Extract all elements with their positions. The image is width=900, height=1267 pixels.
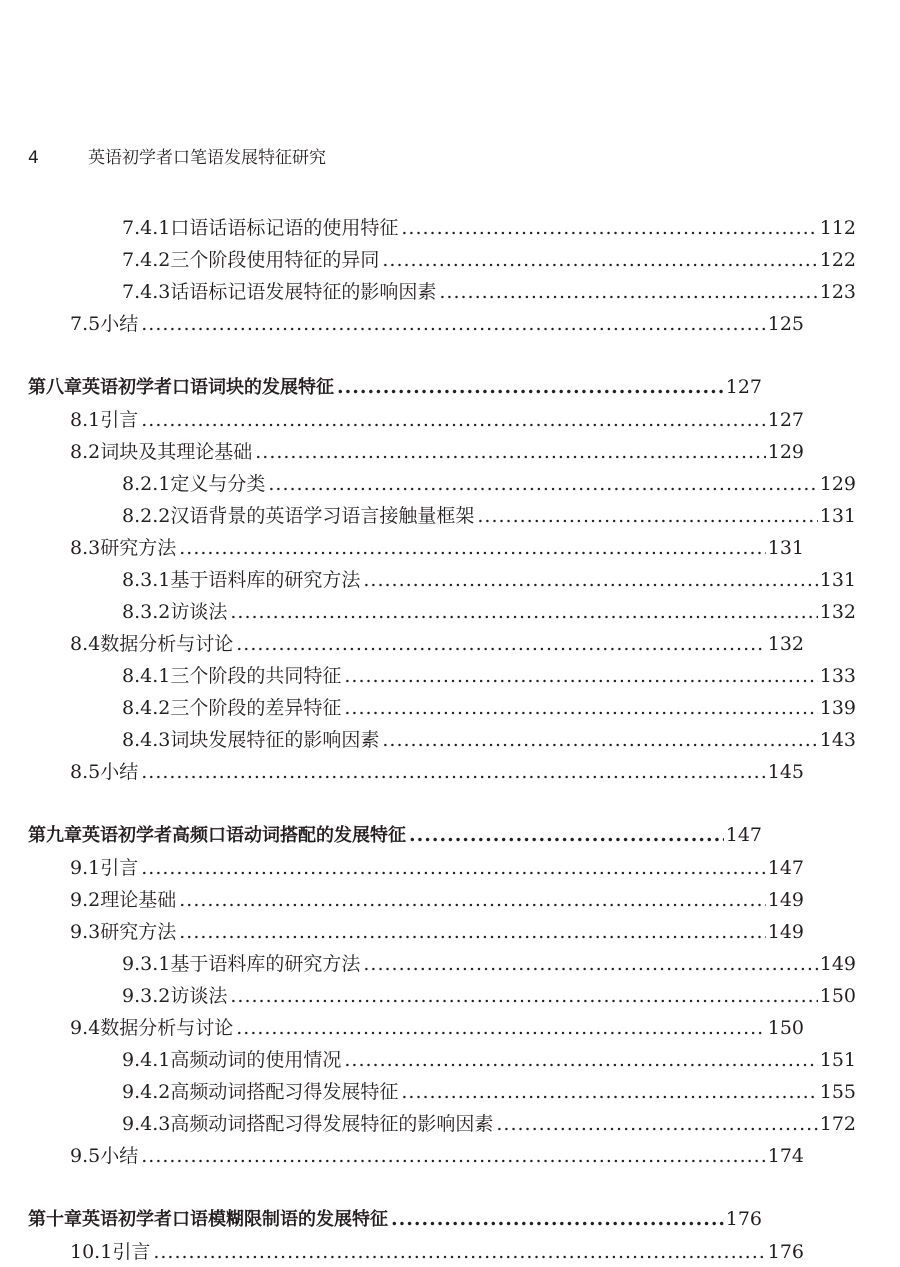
dot-leader <box>236 1017 766 1039</box>
toc-entry-title: 理论基础 <box>100 889 177 911</box>
dot-leader <box>477 505 817 527</box>
toc-entry-title: 基于语料库的研究方法 <box>170 569 361 591</box>
toc-entry-page: 129 <box>767 441 804 463</box>
toc-entry <box>0 437 804 467</box>
toc-entry <box>0 629 804 659</box>
toc-entry <box>0 1077 856 1107</box>
toc-entry-title: 高频动词搭配习得发展特征的影响因素 <box>170 1113 494 1135</box>
toc-entry-page: 150 <box>819 985 856 1007</box>
toc-entry-title: 引言 <box>112 1241 151 1263</box>
dot-leader <box>344 697 817 719</box>
toc-entry-page: 174 <box>767 1145 804 1167</box>
toc-entry-number: 8.5 <box>70 761 101 783</box>
toc-entry <box>0 949 856 979</box>
toc-entry <box>0 469 856 499</box>
toc-chapter-entry <box>0 1205 762 1235</box>
toc-entry-page: 123 <box>819 281 856 303</box>
toc-entry <box>0 565 856 595</box>
toc-entry-title: 三个阶段使用特征的异同 <box>170 249 380 271</box>
dot-leader <box>344 1049 817 1071</box>
dot-leader <box>363 569 817 591</box>
toc-entry-title: 小结 <box>100 761 139 783</box>
toc-entry-title: 词块及其理论基础 <box>100 441 253 463</box>
toc-entry-number: 9.4.3 <box>122 1113 171 1135</box>
toc-entry-number: 9.3.2 <box>122 985 171 1007</box>
dot-leader <box>401 1081 817 1103</box>
toc-entry <box>0 885 804 915</box>
toc-entry-title: 研究方法 <box>100 537 177 559</box>
toc-entry-page: 149 <box>819 953 856 975</box>
dot-leader <box>179 921 766 943</box>
toc-entry-number: 9.3.1 <box>122 953 171 975</box>
toc-entry-number: 8.4 <box>70 633 101 655</box>
toc-entry-number: 7.4.3 <box>122 281 171 303</box>
dot-leader <box>391 1208 724 1230</box>
toc-entry-page: 129 <box>819 473 856 495</box>
toc-entry-number: 8.4.1 <box>122 665 171 687</box>
dot-leader <box>401 217 817 239</box>
toc-entry <box>0 757 804 787</box>
toc-entry <box>0 533 804 563</box>
toc-entry <box>0 661 856 691</box>
toc-entry <box>0 309 804 339</box>
toc-entry-page: 149 <box>767 889 804 911</box>
page-number: 4 <box>28 148 39 168</box>
toc-entry-title: 三个阶段的共同特征 <box>170 665 342 687</box>
toc-entry-number: 9.1 <box>70 857 101 879</box>
toc-entry-title: 访谈法 <box>170 601 228 623</box>
dot-leader <box>382 729 817 751</box>
toc-entry-page: 132 <box>819 601 856 623</box>
toc-entry <box>0 405 804 435</box>
toc-entry-title: 数据分析与讨论 <box>100 1017 234 1039</box>
toc-entry-number: 7.4.1 <box>122 217 171 239</box>
toc-entry-page: 143 <box>819 729 856 751</box>
toc-entry <box>0 501 856 531</box>
toc-entry-title: 汉语背景的英语学习语言接触量框架 <box>170 505 475 527</box>
toc-entry <box>0 597 856 627</box>
toc-entry <box>0 1237 804 1267</box>
toc-entry <box>0 1045 856 1075</box>
dot-leader <box>179 537 766 559</box>
toc-entry-title: 三个阶段的差异特征 <box>170 697 342 719</box>
toc-entry-number: 8.4.2 <box>122 697 171 719</box>
toc-entry-page: 127 <box>767 409 804 431</box>
toc-entry <box>0 981 856 1011</box>
toc-entry-title: 话语标记语发展特征的影响因素 <box>170 281 437 303</box>
dot-leader <box>141 761 766 783</box>
toc-entry-title: 高频动词搭配习得发展特征 <box>170 1081 399 1103</box>
toc-entry-page: 127 <box>725 376 762 398</box>
toc-entry-title: 访谈法 <box>170 985 228 1007</box>
toc-entry-number: 8.1 <box>70 409 101 431</box>
dot-leader <box>179 889 766 911</box>
dot-leader <box>141 409 766 431</box>
toc-entry-number: 9.4.2 <box>122 1081 171 1103</box>
toc-entry-title: 词块发展特征的影响因素 <box>170 729 380 751</box>
toc-entry-page: 176 <box>767 1241 804 1263</box>
toc-entry-page: 139 <box>819 697 856 719</box>
toc-entry-page: 133 <box>819 665 856 687</box>
toc-entry-title: 引言 <box>100 857 139 879</box>
dot-leader <box>255 441 766 463</box>
toc-entry <box>0 1109 856 1139</box>
dot-leader <box>236 633 766 655</box>
toc-entry-number: 9.3 <box>70 921 101 943</box>
toc-entry-page: 147 <box>725 824 762 846</box>
toc-entry-title: 英语初学者高频口语动词搭配的发展特征 <box>82 825 406 846</box>
toc-entry-page: 132 <box>767 633 804 655</box>
toc-entry-title: 口语话语标记语的使用特征 <box>170 217 399 239</box>
toc-entry-number: 8.3.1 <box>122 569 171 591</box>
toc-entry <box>0 1013 804 1043</box>
toc-entry-number: 8.3 <box>70 537 101 559</box>
dot-leader <box>153 1241 765 1263</box>
toc-entry-page: 125 <box>767 313 804 335</box>
toc-entry-page: 145 <box>767 761 804 783</box>
toc-entry <box>0 277 856 307</box>
toc-entry-page: 131 <box>819 505 856 527</box>
toc-entry-page: 147 <box>767 857 804 879</box>
toc-entry-title: 研究方法 <box>100 921 177 943</box>
toc-entry-number: 7.4.2 <box>122 249 171 271</box>
toc-entry-number: 9.5 <box>70 1145 101 1167</box>
dot-leader <box>141 313 766 335</box>
dot-leader <box>268 473 817 495</box>
toc-entry-number: 第十章 <box>28 1209 82 1230</box>
toc-entry-number: 8.4.3 <box>122 729 171 751</box>
toc-entry-number: 8.2.2 <box>122 505 171 527</box>
toc-entry-number: 9.4.1 <box>122 1049 171 1071</box>
toc-entry <box>0 245 856 275</box>
toc-entry-page: 151 <box>819 1049 856 1071</box>
toc-entry <box>0 917 804 947</box>
toc-entry <box>0 853 804 883</box>
toc-entry <box>0 213 856 243</box>
toc-entry-page: 150 <box>767 1017 804 1039</box>
dot-leader <box>363 953 817 975</box>
toc-entry-number: 7.5 <box>70 313 101 335</box>
toc-entry-title: 小结 <box>100 313 139 335</box>
toc-entry-page: 172 <box>819 1113 856 1135</box>
dot-leader <box>439 281 817 303</box>
toc-entry-page: 149 <box>767 921 804 943</box>
toc-entry-number: 8.2 <box>70 441 101 463</box>
toc-entry-number: 8.2.1 <box>122 473 171 495</box>
dot-leader <box>230 601 817 623</box>
toc-entry-title: 小结 <box>100 1145 139 1167</box>
toc-entry-number: 第八章 <box>28 377 82 398</box>
toc-entry <box>0 693 856 723</box>
toc-entry-title: 定义与分类 <box>170 473 266 495</box>
toc-entry-title: 英语初学者口语词块的发展特征 <box>82 377 334 398</box>
dot-leader <box>344 665 817 687</box>
toc-entry-title: 数据分析与讨论 <box>100 633 234 655</box>
dot-leader <box>337 376 724 398</box>
dot-leader <box>230 985 817 1007</box>
toc-entry-page: 155 <box>819 1081 856 1103</box>
dot-leader <box>496 1113 817 1135</box>
toc-entry-number: 10.1 <box>70 1241 113 1263</box>
toc-entry-page: 176 <box>725 1208 762 1230</box>
toc-entry-title: 英语初学者口语模糊限制语的发展特征 <box>82 1209 388 1230</box>
toc-entry-number: 9.4 <box>70 1017 101 1039</box>
dot-leader <box>141 1145 766 1167</box>
toc-entry-page: 112 <box>819 217 856 239</box>
toc-entry-title: 引言 <box>100 409 139 431</box>
toc-entry-number: 8.3.2 <box>122 601 171 623</box>
dot-leader <box>409 824 724 846</box>
dot-leader <box>141 857 766 879</box>
toc-entry-number: 第九章 <box>28 825 82 846</box>
toc-entry-title: 基于语料库的研究方法 <box>170 953 361 975</box>
toc-entry-number: 9.2 <box>70 889 101 911</box>
toc-entry-page: 131 <box>767 537 804 559</box>
running-header <box>28 143 326 168</box>
toc-chapter-entry <box>0 821 762 851</box>
toc-entry <box>0 725 856 755</box>
toc-entry-page: 131 <box>819 569 856 591</box>
dot-leader <box>382 249 817 271</box>
toc-entry-page: 122 <box>819 249 856 271</box>
toc-entry-title: 高频动词的使用情况 <box>170 1049 342 1071</box>
toc-chapter-entry <box>0 373 762 403</box>
book-title: 英语初学者口笔语发展特征研究 <box>88 148 326 168</box>
toc-entry <box>0 1141 804 1171</box>
